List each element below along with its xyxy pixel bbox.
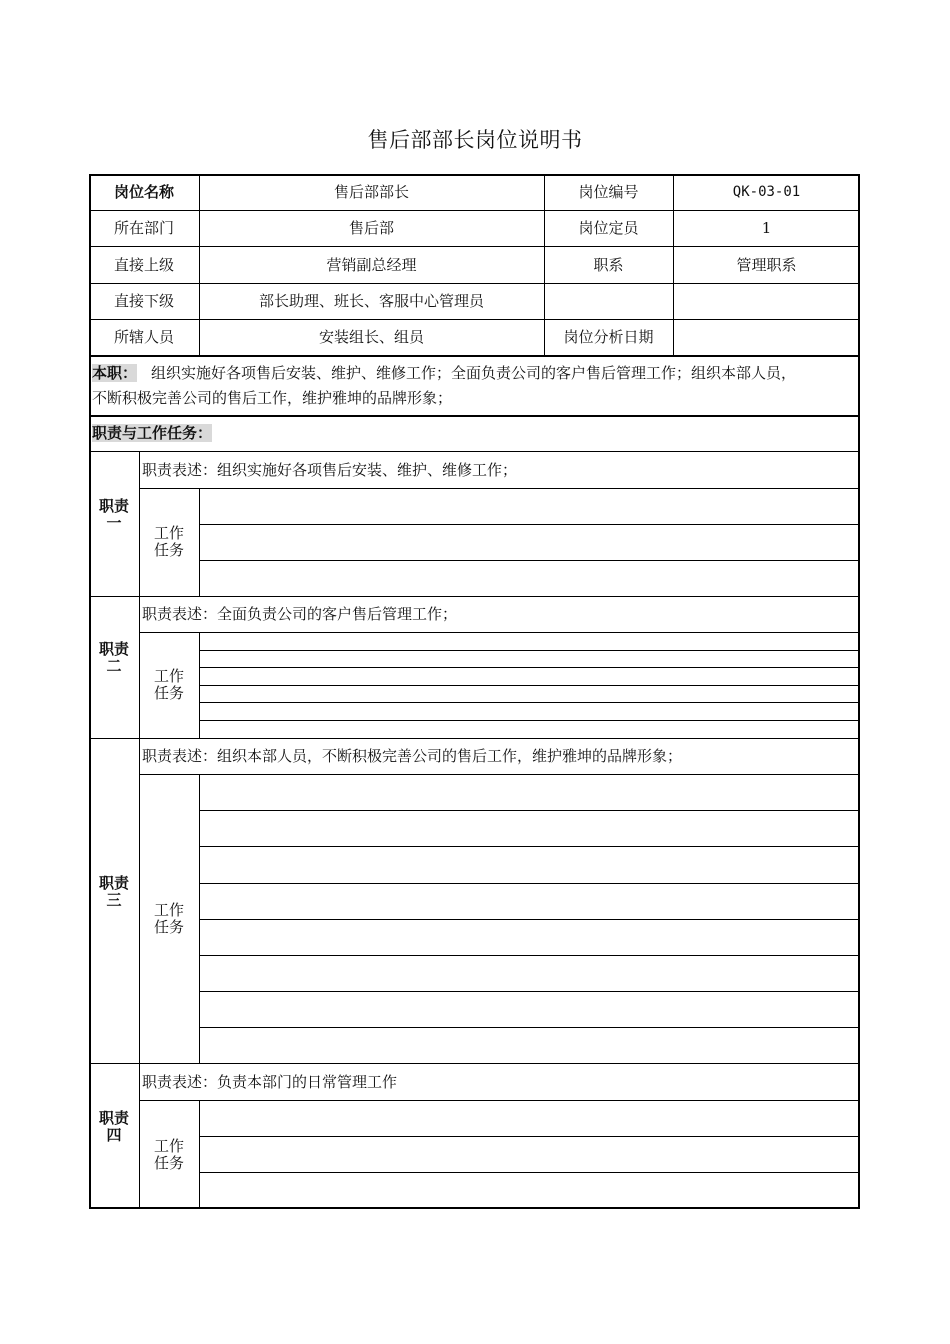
duty-block-rule	[89, 738, 860, 739]
info-label: 岗位名称	[113, 183, 174, 201]
summary-rule	[89, 415, 860, 417]
info-label: 直接下级	[113, 292, 174, 310]
info-value: QK-03-01	[732, 184, 801, 200]
duties-header-rule	[89, 451, 860, 452]
task-row-rule	[199, 524, 860, 525]
duty-name: 职责四	[99, 1109, 130, 1144]
info-value: 管理职系	[736, 255, 797, 274]
info-row-rule	[89, 246, 860, 247]
info-value: 营销副总经理	[326, 255, 417, 274]
task-label: 工作	[153, 900, 184, 919]
task-row-rule	[199, 667, 860, 668]
task-label-col-rule	[199, 488, 200, 596]
info-value: 售后部部长	[333, 183, 409, 201]
info-value: 安装组长、组员	[318, 328, 424, 346]
job-description-table	[89, 174, 860, 1209]
duty-description: 职责表述：负责本部门的日常管理工作	[142, 1072, 398, 1091]
duty-name: 职责一	[99, 496, 130, 532]
task-row-rule	[199, 991, 860, 992]
summary-label: 本职：	[92, 364, 138, 382]
info-value: 部长助理、班长、客服中心管理员	[258, 292, 484, 310]
task-row-rule	[199, 1136, 860, 1137]
info-value: 售后部	[348, 219, 394, 237]
info-label: 岗位分析日期	[563, 328, 654, 346]
task-row-rule	[199, 702, 860, 703]
task-row-rule	[199, 1027, 860, 1028]
duty-description: 职责表述：组织本部人员，不断积极完善公司的售后工作，维护雅坤的品牌形象；	[142, 747, 683, 765]
duty-block-rule	[89, 596, 860, 597]
info-label: 岗位编号	[578, 183, 639, 201]
task-label-col-rule	[199, 1100, 200, 1209]
info-label: 岗位定员	[578, 219, 639, 237]
task-row-rule	[199, 560, 860, 561]
task-row-rule	[199, 720, 860, 721]
summary-text: 不断积极完善公司的售后工作，维护雅坤的品牌形象；	[92, 389, 453, 407]
info-row-rule	[89, 283, 860, 284]
duty-desc-rule	[139, 488, 860, 489]
table-border-bottom	[89, 1207, 860, 1209]
duty-desc-rule	[139, 1100, 860, 1101]
duty-description: 职责表述：组织实施好各项售后安装、维护、维修工作；	[142, 460, 518, 479]
task-label: 工作	[153, 667, 184, 685]
task-label: 任务	[153, 1153, 184, 1172]
info-row-rule	[89, 319, 860, 320]
table-border-top	[89, 174, 860, 176]
summary-text: 组织实施好各项售后安装、维护、维修工作；全面负责公司的客户售后管理工作；组织本部人员，	[151, 364, 797, 382]
duty-name: 职责二	[99, 640, 130, 675]
task-label: 任务	[153, 684, 184, 702]
duty-desc-rule	[139, 632, 860, 633]
task-row-rule	[199, 955, 860, 956]
info-row-rule	[89, 355, 860, 357]
info-label: 所在部门	[113, 219, 174, 237]
task-label: 任务	[153, 541, 184, 559]
task-label: 工作	[153, 1136, 184, 1155]
duty-name: 职责三	[99, 873, 130, 909]
task-row-rule	[199, 919, 860, 920]
page-title: 售后部部长岗位说明书	[367, 128, 583, 152]
task-row-rule	[199, 846, 860, 847]
info-label: 职系	[593, 255, 624, 274]
info-label: 直接上级	[113, 255, 174, 274]
info-row-rule	[89, 210, 860, 211]
duty-desc-rule	[139, 774, 860, 775]
info-label: 所辖人员	[113, 328, 174, 346]
duties-header: 职责与工作任务：	[92, 424, 213, 442]
duty-block-rule	[89, 1063, 860, 1064]
table-border-right	[858, 174, 860, 1209]
task-row-rule	[199, 1172, 860, 1173]
task-row-rule	[199, 650, 860, 651]
task-label: 工作	[153, 524, 184, 542]
task-row-rule	[199, 883, 860, 884]
duty-description: 职责表述：全面负责公司的客户售后管理工作；	[142, 605, 458, 623]
info-value: 1	[761, 219, 772, 237]
task-row-rule	[199, 810, 860, 811]
task-label: 任务	[153, 917, 184, 936]
task-row-rule	[199, 685, 860, 686]
